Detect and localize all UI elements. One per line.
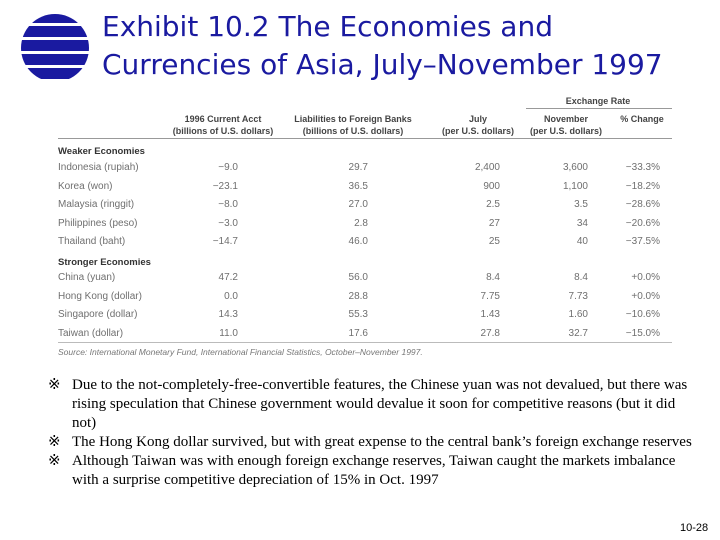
- slide-title: [102, 8, 702, 84]
- cell-current-acct: −23.1: [212, 180, 238, 192]
- cell-pct-change: +0.0%: [631, 290, 660, 302]
- table-row: [58, 181, 672, 199]
- cell-july: 1.43: [480, 309, 500, 320]
- globe-logo-icon: [20, 8, 90, 88]
- note-item: [48, 452, 698, 490]
- cell-november: 3.5: [574, 199, 588, 210]
- page-number: 10-28: [680, 522, 709, 534]
- cell-november: 7.73: [568, 290, 588, 302]
- note-item: [48, 433, 698, 452]
- table-row: [58, 309, 672, 327]
- note-text: The Hong Kong dollar survived, but with great expense to the central bank’s foreign exchange reserves: [72, 434, 692, 450]
- cell-country: Taiwan (dollar): [58, 327, 124, 339]
- cell-november: 8.4: [574, 272, 588, 283]
- cell-current-acct: 14.3: [218, 309, 238, 320]
- cell-pct-change: −20.6%: [625, 217, 660, 229]
- header-pct-change: % Change: [620, 114, 664, 124]
- cell-november: 32.7: [568, 327, 588, 339]
- title-line-2: Currencies of Asia, July–November 1997: [102, 48, 663, 81]
- table-row: [58, 272, 672, 290]
- cell-country: China (yuan): [58, 272, 116, 283]
- header-rule: [58, 138, 672, 139]
- cell-liabilities: 2.8: [354, 217, 368, 229]
- cell-liabilities: 36.5: [348, 180, 368, 192]
- cell-july: 25: [488, 236, 500, 247]
- cell-country: Korea (won): [58, 180, 113, 192]
- table-row: [58, 291, 672, 309]
- cell-july: 2,400: [474, 162, 500, 173]
- cell-november: 40: [576, 236, 588, 247]
- cell-country: Indonesia (rupiah): [58, 162, 139, 173]
- cell-july: 8.4: [486, 272, 500, 283]
- note-item: [48, 376, 698, 433]
- cell-liabilities: 17.6: [348, 327, 368, 339]
- stronger-economies-label: Stronger Economies: [58, 257, 151, 268]
- table-row: [58, 199, 672, 217]
- cell-current-acct: 0.0: [224, 290, 238, 302]
- weaker-economies-label: Weaker Economies: [58, 146, 145, 157]
- header-liabilities: Liabilities to Foreign Banks (billions of U.S. dollars): [294, 114, 412, 136]
- cell-july: 27: [488, 217, 500, 229]
- cell-july: 7.75: [480, 290, 500, 302]
- cell-current-acct: 47.2: [218, 272, 238, 283]
- cell-current-acct: −14.7: [212, 236, 238, 247]
- cell-liabilities: 56.0: [348, 272, 368, 283]
- cell-current-acct: −8.0: [218, 199, 238, 210]
- note-text: Due to the not-completely-free-convertible features, the Chinese yuan was not devalued, but there was rising speculation that Chinese government would devalue it soon for competitive reasons (but it did not): [72, 377, 688, 431]
- cell-country: Malaysia (ringgit): [58, 199, 135, 210]
- cell-pct-change: −15.0%: [625, 327, 660, 339]
- cell-july: 27.8: [480, 327, 500, 339]
- cell-pct-change: −37.5%: [625, 236, 660, 247]
- cell-pct-change: −28.6%: [625, 199, 660, 210]
- cell-november: 34: [576, 217, 588, 229]
- header-november: November (per U.S. dollars): [529, 114, 602, 136]
- cell-current-acct: −3.0: [218, 217, 238, 229]
- cell-country: Thailand (baht): [58, 236, 126, 247]
- cell-july: 2.5: [486, 199, 500, 210]
- table-bottom-rule: [58, 342, 672, 343]
- cell-liabilities: 29.7: [348, 162, 368, 173]
- header-july: July (per U.S. dollars): [441, 114, 514, 136]
- cell-pct-change: −18.2%: [625, 180, 660, 192]
- cell-pct-change: −33.3%: [625, 162, 660, 173]
- cell-country: Philippines (peso): [58, 217, 138, 229]
- note-bullet: ※: [48, 453, 61, 469]
- table-source: Source: International Monetary Fund, International Financial Statistics, October–November 1997.: [58, 347, 423, 357]
- note-text: Although Taiwan was with enough foreign exchange reserves, Taiwan caught the markets imbalance with a surprise competitive depreciation of 15% in Oct. 1997: [72, 453, 676, 488]
- cell-current-acct: −9.0: [218, 162, 238, 173]
- cell-november: 1.60: [568, 309, 588, 320]
- header-current-acct: 1996 Current Acct (billions of U.S. dollars): [172, 114, 274, 136]
- cell-liabilities: 55.3: [348, 309, 368, 320]
- table-row: [58, 162, 672, 180]
- notes-list: [48, 376, 698, 490]
- cell-current-acct: 11.0: [219, 327, 238, 339]
- cell-november: 1,100: [562, 180, 588, 192]
- title-line-1: Exhibit 10.2 The Economies and: [102, 10, 553, 43]
- cell-liabilities: 28.8: [348, 290, 368, 302]
- cell-country: Hong Kong (dollar): [58, 290, 142, 302]
- cell-november: 3,600: [562, 162, 588, 173]
- table-row: [58, 218, 672, 236]
- cell-pct-change: −10.6%: [625, 309, 660, 320]
- note-bullet: ※: [48, 434, 61, 450]
- exchange-rate-header: Exchange Rate: [565, 96, 631, 106]
- note-bullet: ※: [48, 377, 61, 393]
- cell-july: 900: [483, 180, 500, 192]
- table-row: [58, 236, 672, 254]
- cell-country: Singapore (dollar): [58, 309, 138, 320]
- cell-liabilities: 27.0: [348, 199, 368, 210]
- exchange-rate-rule: [526, 108, 672, 109]
- cell-pct-change: +0.0%: [631, 272, 660, 283]
- cell-liabilities: 46.0: [348, 236, 368, 247]
